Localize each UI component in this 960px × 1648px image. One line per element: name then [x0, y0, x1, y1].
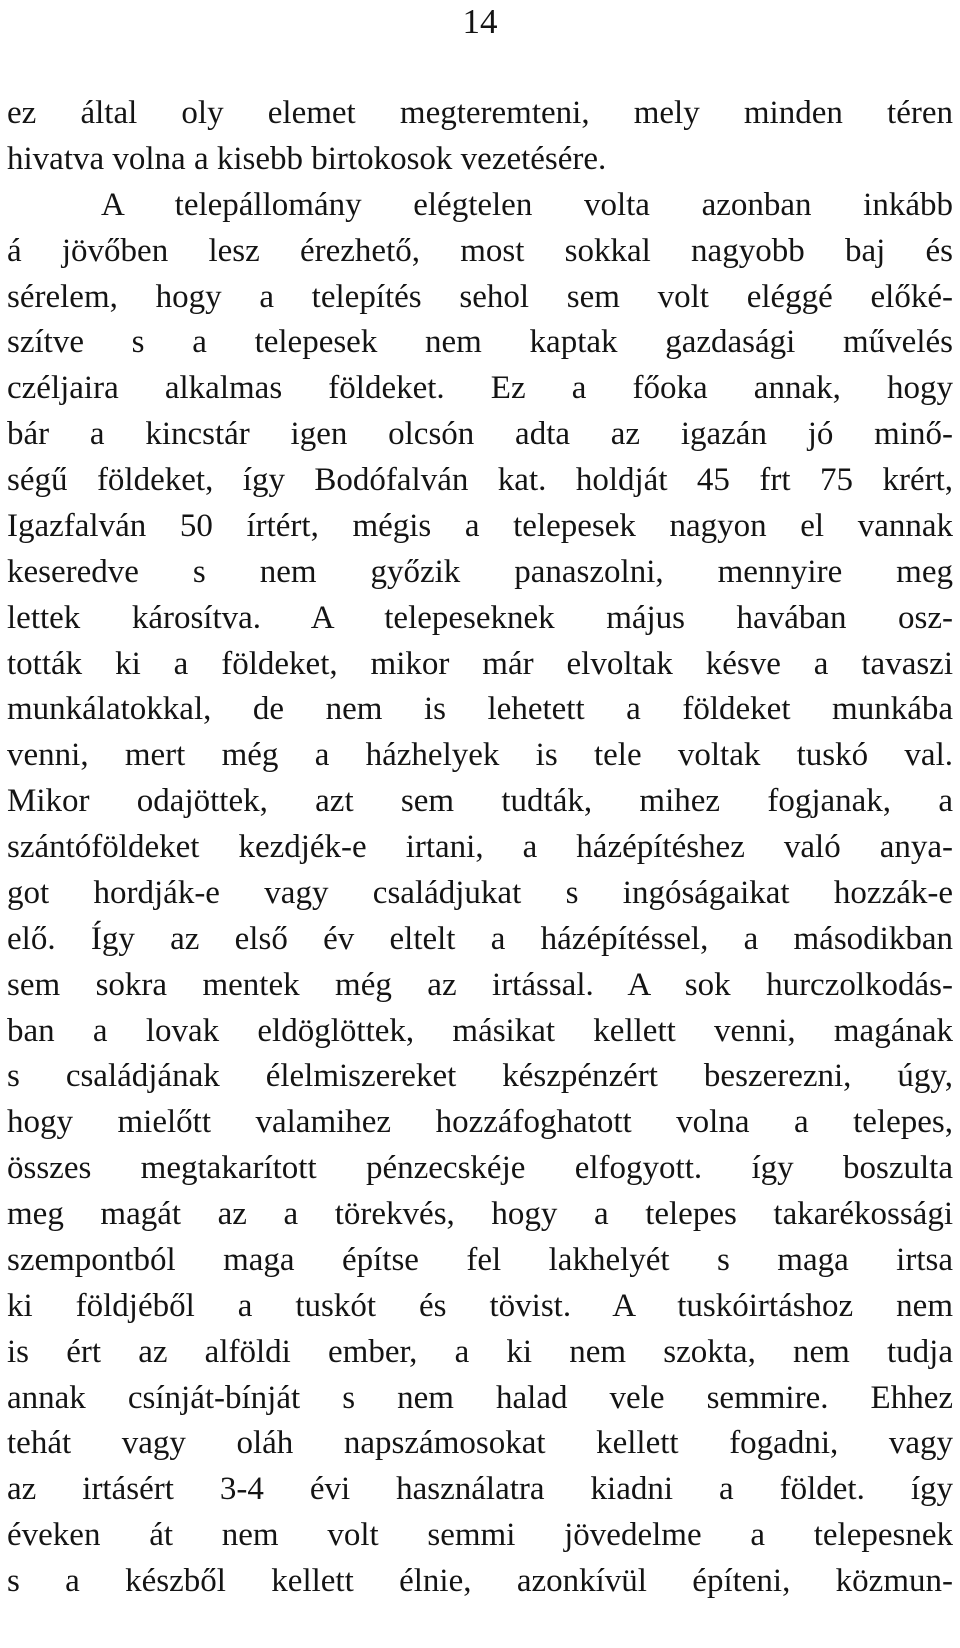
text-line: szántóföldeket kezdjék-e irtani, a házépítéshez való anya- [7, 829, 953, 865]
text-line: ségű földeket, így Bodófalván kat. holdját 45 frt 75 krért, [7, 462, 953, 498]
text-line: lettek károsítva. A telepeseknek május havában osz- [7, 599, 953, 636]
text-line: á jövőben lesz érezhető, most sokkal nagyobb baj és [7, 232, 953, 269]
body-text [7, 91, 953, 1605]
text-line: tották ki a földeket, mikor már elvoltak késve a tavaszi [7, 645, 953, 682]
text-line: s a készből kellett élnie, azonkívül építeni, közmun- [7, 1563, 953, 1599]
text-line: sem sokra mentek még az irtással. A sok hurczolkodás- [7, 966, 953, 1003]
text-line: ez által oly elemet megteremteni, mely minden téren [7, 95, 953, 131]
text-line: összes megtakarított pénzecskéje elfogyott. így boszulta [7, 1150, 953, 1187]
text-line: ban a lovak eldöglöttek, másikat kellett venni, magának [7, 1012, 953, 1049]
text-line: hivatva volna a kisebb birtokosok vezetésére. [7, 140, 607, 177]
text-line: tehát vagy oláh napszámosokat kellett fogadni, vagy [7, 1425, 953, 1462]
text-line: szempontból maga építse fel lakhelyét s maga irtsa [7, 1241, 953, 1278]
text-line: A telepállomány elégtelen volta azonban inkább [101, 186, 953, 223]
text-line: munkálatokkal, de nem is lehetett a földeket munkába [7, 691, 953, 728]
text-line: az irtásért 3-4 évi használatra kiadni a földet. így [7, 1471, 953, 1508]
text-line: czéljaira alkalmas földeket. Ez a főoka annak, hogy [7, 370, 953, 407]
text-line: meg magát az a törekvés, hogy a telepes takarékossági [7, 1196, 953, 1232]
text-line: Mikor odajöttek, azt sem tudták, mihez fogjanak, a [7, 783, 953, 820]
text-line: elő. Így az első év eltelt a házépítéssel, a másodikban [7, 920, 953, 957]
text-line: sérelem, hogy a telepítés sehol sem volt eléggé előké- [7, 278, 953, 315]
page-number: 14 [462, 2, 498, 41]
text-line: szítve s a telepesek nem kaptak gazdasági művelés [7, 324, 953, 361]
text-line: Igazfalván 50 írtért, mégis a telepesek nagyon el vannak [7, 507, 953, 544]
text-line: ki földjéből a tuskót és tövist. A tuskóirtáshoz nem [7, 1287, 953, 1324]
text-line: got hordják-e vagy családjukat s ingóságaikat hozzák-e [7, 874, 953, 911]
text-line: hogy mielőtt valamihez hozzáfoghatott volna a telepes, [7, 1104, 953, 1141]
text-line: s családjának élelmiszereket készpénzért beszerezni, úgy, [7, 1058, 953, 1095]
text-line: bár a kincstár igen olcsón adta az igazán jó minő- [7, 416, 953, 453]
text-line: is ért az alföldi ember, a ki nem szokta, nem tudja [7, 1333, 953, 1370]
text-line: annak csínját-bínját s nem halad vele semmire. Ehhez [7, 1379, 953, 1416]
text-line: éveken át nem volt semmi jövedelme a telepesnek [7, 1517, 953, 1554]
text-line: venni, mert még a házhelyek is tele voltak tuskó val. [7, 737, 953, 774]
text-line: keseredve s nem győzik panaszolni, mennyire meg [7, 553, 953, 590]
